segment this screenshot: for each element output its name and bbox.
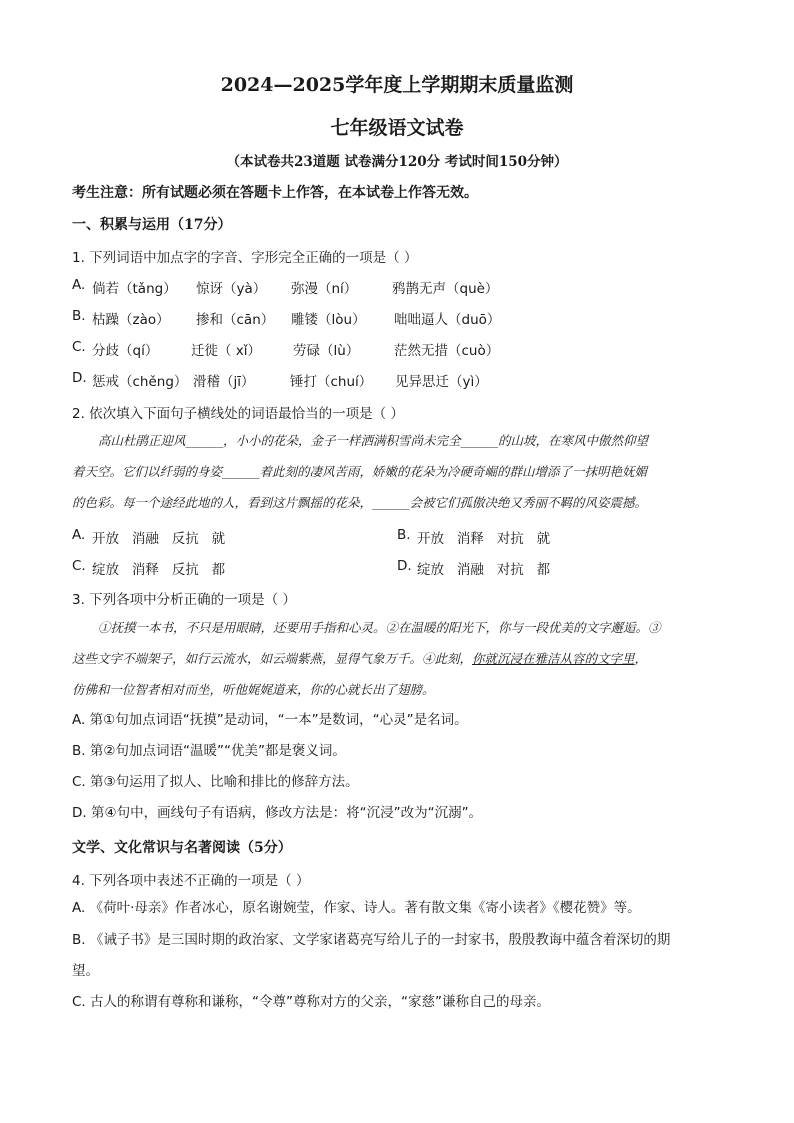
option-word: 迁徙（ xǐ） <box>191 343 262 359</box>
option-word: 锤打（chuí） <box>290 374 373 390</box>
option-text: 望。 <box>72 963 99 979</box>
option-letter: A. <box>72 712 86 728</box>
option-letter: D. <box>72 805 87 821</box>
reading-passage <box>72 456 724 518</box>
section-heading: 文学、文化常识与名著阅读（5分） <box>72 840 292 856</box>
option-letter: C. <box>72 339 86 355</box>
question-option <box>72 987 724 1018</box>
option-text: 绽放 消融 对抗 都 <box>417 562 551 578</box>
exam-info: （本试卷共23道题 试卷满分120分 考试时间150分钟） <box>226 154 568 170</box>
question-option <box>72 798 724 829</box>
exam-notice: 考生注意：所有试题必须在答题卡上作答，在本试卷上作答无效。 <box>72 185 478 201</box>
option-word: 分歧（qí） <box>92 343 159 359</box>
option-text: 第①句加点词语“抚摸”是动词，“一本”是数词，“心灵”是名词。 <box>89 712 468 728</box>
option-letter: C. <box>72 558 86 574</box>
option-text: 古人的称谓有尊称和谦称，“令尊”尊称对方的父亲，“家慈”谦称自己的母亲。 <box>90 994 550 1010</box>
option-text: 绽放 消释 反抗 都 <box>92 562 226 578</box>
option-word: 惊讶（yà） <box>196 281 267 297</box>
option-text: 第③句运用了拟人、比喻和排比的修辞方法。 <box>90 774 359 790</box>
section-heading: 一、积累与运用（17分） <box>72 217 232 233</box>
reading-passage <box>72 612 724 643</box>
option-letter: C. <box>72 774 86 790</box>
question-option <box>72 893 724 924</box>
option-word: 滑稽（jī） <box>193 374 255 390</box>
option-letter: B. <box>72 932 86 948</box>
passage-line: 的色彩。每一个途经此地的人，看到这片飘摇的花朵，______会被它们孤傲决绝又秀丽不羁的风姿震撼。 <box>72 495 648 510</box>
underlined-sentence: 你就沉浸在雅洁从容的文字里 <box>472 651 635 666</box>
option-word: 茫然无措（cuò） <box>394 343 500 359</box>
option-letter: B. <box>72 308 86 324</box>
passage-line: 高山杜鹃正迎风______，小小的花朵，金子一样洒满积雪尚未完全______的山坡，在寒风中傲然仰望 <box>98 433 649 448</box>
option-word: 见异思迁（yì） <box>395 374 488 390</box>
exam-subtitle: 七年级语文试卷 <box>330 117 464 139</box>
exam-title: 2024—2025学年度上学期期末质量监测 <box>220 74 574 96</box>
question-option <box>72 767 724 798</box>
option-letter: D. <box>72 370 87 386</box>
option-letter: A. <box>72 900 86 916</box>
question-option-continued <box>72 956 724 987</box>
option-letter: A. <box>72 527 86 543</box>
passage-text: 这些文字不端架子，如行云流水，如云端紫燕，显得气象万千。④此刻， <box>72 651 473 666</box>
option-word: 雕镂（lòu） <box>291 312 366 328</box>
option-word: 掺和（cān） <box>196 312 275 328</box>
option-letter: B. <box>397 527 411 543</box>
option-letter: B. <box>72 743 86 759</box>
option-word: 倘若（tǎng） <box>92 281 177 297</box>
reading-passage <box>72 425 724 456</box>
option-text: 《诫子书》是三国时期的政治家、文学家诸葛亮写给儿子的一封家书，殷殷教诲中蕴含着深切的期 <box>89 932 671 948</box>
option-text: 开放 消释 对抗 就 <box>417 531 551 547</box>
option-word: 惩戒（chěng） <box>92 374 188 390</box>
option-text: 《荷叶·母亲》作者冰心，原名谢婉莹，作家、诗人。著有散文集《寄小读者》《樱花赞》等。 <box>89 900 641 916</box>
option-text: 开放 消融 反抗 就 <box>92 531 226 547</box>
question-option <box>72 736 724 767</box>
question-stem: 1. 下列词语中加点字的字音、字形完全正确的一项是（ ） <box>72 250 418 266</box>
option-word: 弥漫（ní） <box>291 281 358 297</box>
option-word: 劳碌（lù） <box>293 343 360 359</box>
option-word: 枯躁（zào） <box>92 312 170 328</box>
question-stem: 3. 下列各项中分析正确的一项是（ ） <box>72 592 296 608</box>
option-word: 咄咄逼人（duō） <box>394 312 501 328</box>
passage-line: 仿佛和一位智者相对而坐，听他娓娓道来，你的心就长出了翅膀。 <box>72 682 435 697</box>
option-text: 第②句加点词语“温暖”“优美”都是褒义词。 <box>89 743 346 759</box>
question-option <box>72 705 724 736</box>
option-text: 第④句中，画线句子有语病，修改方法是：将“沉浸”改为“沉溺”。 <box>90 805 483 821</box>
question-stem: 2. 依次填入下面句子横线处的词语最恰当的一项是（ ） <box>72 406 404 422</box>
passage-text: ， <box>634 651 648 666</box>
option-word: 鸦鹊无声（què） <box>392 281 499 297</box>
question-stem: 4. 下列各项中表述不正确的一项是（ ） <box>72 873 310 889</box>
reading-passage <box>72 643 724 705</box>
option-letter: C. <box>72 994 86 1010</box>
passage-line <box>72 643 724 674</box>
option-letter: A. <box>72 277 86 293</box>
question-option <box>72 925 724 956</box>
passage-line: 着天空。它们以纤弱的身姿______着此刻的凄风苦雨，娇嫩的花朵为冷硬奇崛的群山增添了一抹明艳妩媚 <box>72 464 648 479</box>
passage-line: ①抚摸一本书，不只是用眼睛，还要用手指和心灵。②在温暖的阳光下，你与一段优美的文字邂逅。③ <box>98 620 661 635</box>
option-letter: D. <box>397 558 412 574</box>
